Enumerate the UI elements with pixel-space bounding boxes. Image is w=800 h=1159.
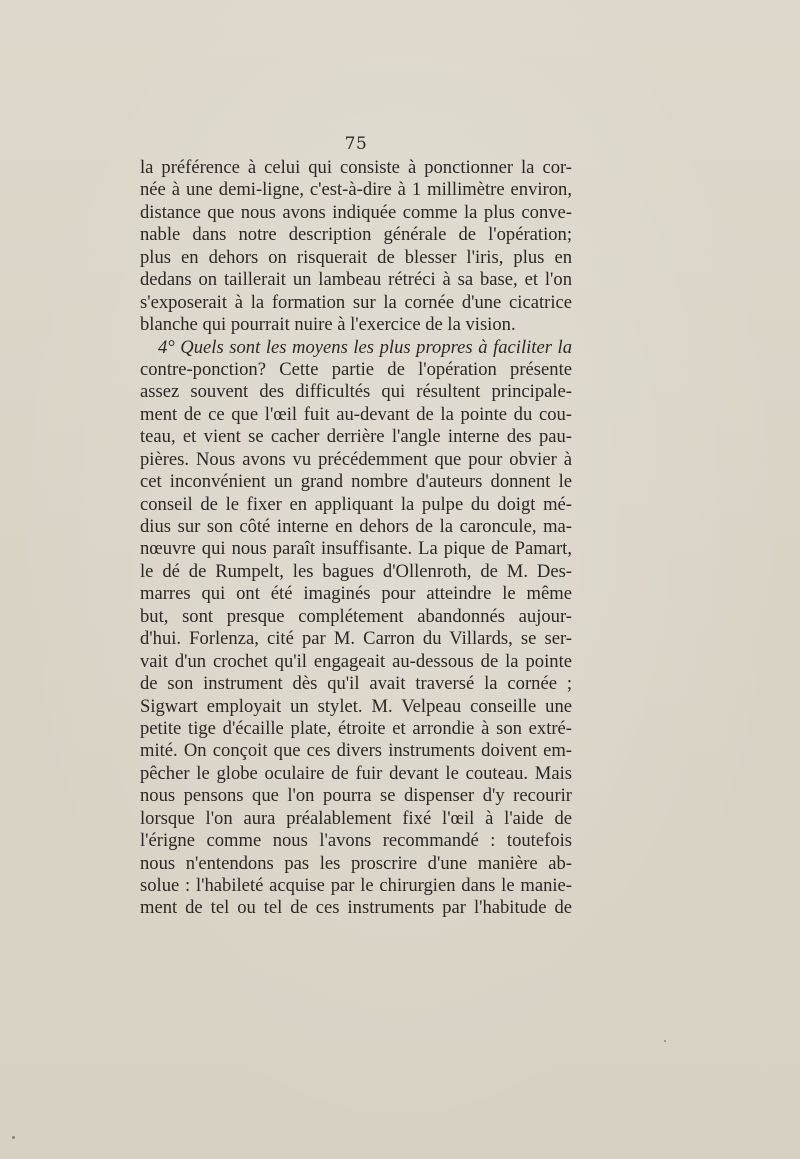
text-line: but, sont presque complétement abandonnés aujour-	[140, 605, 572, 627]
text-line: plus en dehors on risquerait de blesser l'iris, plus en	[140, 246, 572, 268]
body-text	[140, 157, 572, 920]
text-line: cet inconvénient un grand nombre d'auteurs donnent le	[140, 471, 572, 493]
text-line: pêcher le globe oculaire de fuir devant le couteau. Mais	[140, 762, 572, 784]
paper-speck	[12, 1136, 15, 1139]
text-line: s'exposerait à la formation sur la cornée d'une cicatrice	[140, 291, 572, 313]
text-line: petite tige d'écaille plate, étroite et arrondie à son extré-	[140, 717, 572, 739]
text-line: le dé de Rumpelt, les bagues d'Ollenroth, de M. Des-	[140, 560, 572, 582]
text-line: nable dans notre description générale de l'opération;	[140, 224, 572, 246]
text-line: pières. Nous avons vu précédemment que pour obvier à	[140, 448, 572, 470]
text-line: Sigwart employait un stylet. M. Velpeau conseille une	[140, 695, 572, 717]
text-line: distance que nous avons indiquée comme la plus conve-	[140, 201, 572, 223]
text-line: lorsque l'on aura préalablement fixé l'œil à l'aide de	[140, 807, 572, 829]
text-line: de son instrument dès qu'il avait traversé la cornée ;	[140, 673, 572, 695]
text-line: vait d'un crochet qu'il engageait au-dessous de la pointe	[140, 650, 572, 672]
text-line: ment de ce que l'œil fuit au-devant de la pointe du cou-	[140, 403, 572, 425]
text-line: née à une demi-ligne, c'est-à-dire à 1 millimètre environ,	[140, 179, 572, 201]
text-line: dedans on taillerait un lambeau rétréci à sa base, et l'on	[140, 269, 572, 291]
text-line: nœuvre qui nous paraît insuffisante. La pique de Pamart,	[140, 538, 572, 560]
text-line: assez souvent des difficultés qui résultent principale-	[140, 381, 572, 403]
text-line: blanche qui pourrait nuire à l'exercice de la vision.	[140, 314, 516, 336]
text-line: conseil de le fixer en appliquant la pulpe du doigt mé-	[140, 493, 572, 515]
text-line: nous n'entendons pas les proscrire d'une manière ab-	[140, 852, 572, 874]
text-line: l'érigne comme nous l'avons recommandé : toutefois	[140, 830, 572, 852]
text-line: teau, et vient se cacher derrière l'angle interne des pau-	[140, 426, 572, 448]
page-number: 75	[344, 134, 368, 154]
text-line: 4° Quels sont les moyens les plus propres à faciliter la	[158, 336, 572, 358]
text-line: mité. On conçoit que ces divers instruments doivent em-	[140, 740, 572, 762]
text-line: la préférence à celui qui consiste à ponctionner la cor-	[140, 157, 572, 178]
text-line: nous pensons que l'on pourra se dispenser d'y recourir	[140, 785, 572, 807]
text-line: d'hui. Forlenza, cité par M. Carron du Villards, se ser-	[140, 628, 572, 650]
text-line: dius sur son côté interne en dehors de la caroncule, ma-	[140, 516, 572, 537]
text-line: ment de tel ou tel de ces instruments par l'habitude de	[140, 897, 572, 919]
paper-speck	[664, 1040, 666, 1042]
text-line: solue : l'habileté acquise par le chirurgien dans le manie-	[140, 875, 572, 896]
text-line: contre-ponction? Cette partie de l'opération présente	[140, 358, 572, 380]
text-line: marres qui ont été imaginés pour atteindre le même	[140, 583, 572, 605]
